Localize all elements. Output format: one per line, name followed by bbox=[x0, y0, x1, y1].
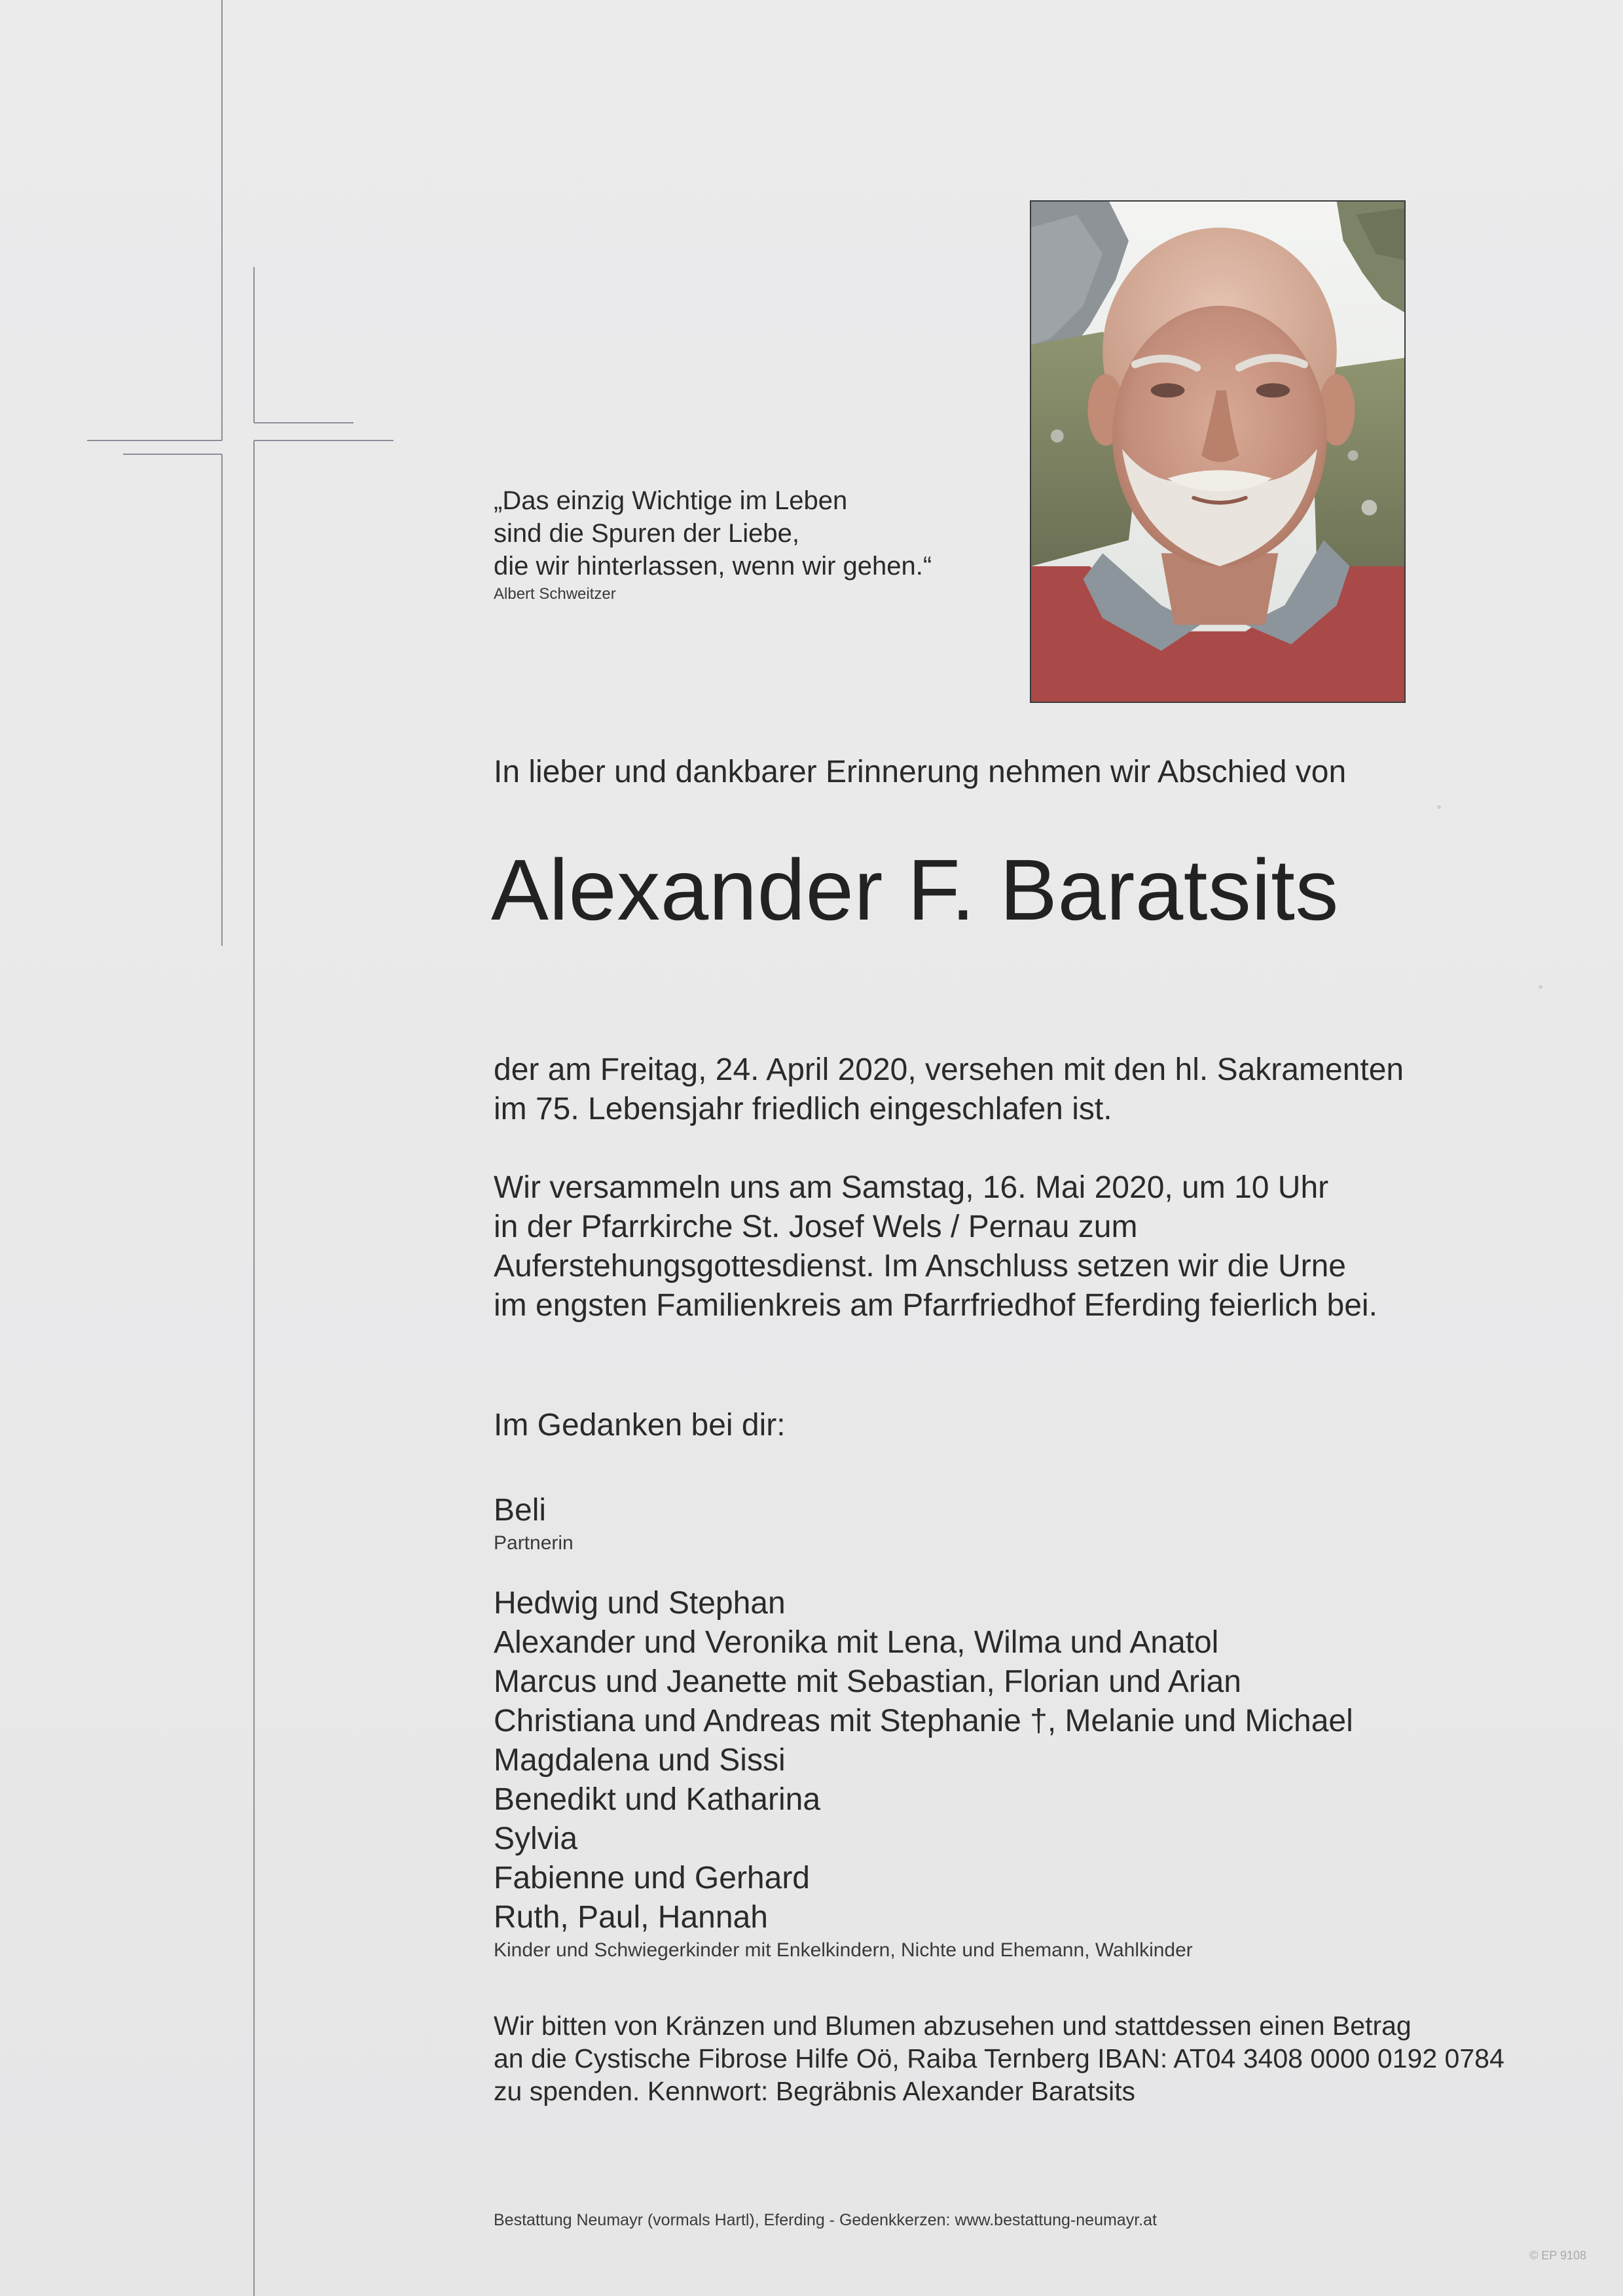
family-member: Benedikt und Katharina bbox=[494, 1782, 821, 1817]
service-line: Auferstehungsgottesdienst. Im Anschluss setzen wir die Urne bbox=[494, 1249, 1346, 1283]
service-line: Wir versammeln uns am Samstag, 16. Mai 2020, um 10 Uhr bbox=[494, 1170, 1329, 1205]
family-member: Magdalena und Sissi bbox=[494, 1743, 786, 1778]
funeral-home-footer: Bestattung Neumayr (vormals Hartl), Eferding - Gedenkkerzen: www.bestattung-neumayr.at bbox=[494, 2211, 1157, 2229]
death-notice-line: der am Freitag, 24. April 2020, versehen mit den hl. Sakramenten bbox=[494, 1052, 1404, 1087]
donation-line: zu spenden. Kennwort: Begräbnis Alexander Baratsits bbox=[494, 2076, 1136, 2106]
family-member: Alexander und Veronika mit Lena, Wilma und Anatol bbox=[494, 1625, 1219, 1660]
quote-line: die wir hinterlassen, wenn wir gehen.“ bbox=[494, 552, 932, 581]
death-notice bbox=[494, 1050, 1541, 1129]
paper-speck bbox=[1539, 985, 1542, 989]
family-member: Christiana und Andreas mit Stephanie †, Melanie und Michael bbox=[494, 1704, 1353, 1738]
donation-line: Wir bitten von Kränzen und Blumen abzusehen und stattdessen einen Betrag bbox=[494, 2011, 1412, 2041]
donation-line: an die Cystische Fibrose Hilfe Oö, Raiba Ternberg IBAN: AT04 3408 0000 0192 0784 bbox=[494, 2043, 1504, 2073]
quote-line: sind die Spuren der Liebe, bbox=[494, 519, 799, 548]
portrait-image bbox=[1031, 202, 1404, 702]
quote-author: Albert Schweitzer bbox=[494, 585, 616, 603]
mourners-heading: Im Gedanken bei dir: bbox=[494, 1408, 786, 1443]
product-code: © EP 9108 bbox=[1529, 2249, 1586, 2262]
service-line: in der Pfarrkirche St. Josef Wels / Pernau zum bbox=[494, 1210, 1138, 1244]
partner-relation: Partnerin bbox=[494, 1532, 574, 1554]
partner-name: Beli bbox=[494, 1493, 547, 1528]
family-relation: Kinder und Schwiegerkinder mit Enkelkindern, Nichte und Ehemann, Wahlkinder bbox=[494, 1939, 1193, 1961]
farewell-intro: In lieber und dankbarer Erinnerung nehmen wir Abschied von bbox=[494, 755, 1347, 789]
donation-request bbox=[494, 2009, 1541, 2108]
family-member: Sylvia bbox=[494, 1821, 578, 1856]
deceased-name: Alexander F. Baratsits bbox=[491, 842, 1339, 938]
memorial-quote bbox=[494, 484, 991, 605]
service-details bbox=[494, 1168, 1541, 1325]
family-list bbox=[494, 1584, 1541, 1964]
family-member: Hedwig und Stephan bbox=[494, 1586, 786, 1621]
portrait-photo bbox=[1030, 200, 1406, 703]
paper-speck bbox=[1437, 805, 1441, 809]
family-member: Ruth, Paul, Hannah bbox=[494, 1900, 768, 1935]
service-line: im engsten Familienkreis am Pfarrfriedhof Eferding feierlich bei. bbox=[494, 1288, 1377, 1323]
partner-entry bbox=[494, 1491, 1541, 1556]
family-member: Marcus und Jeanette mit Sebastian, Florian und Arian bbox=[494, 1664, 1241, 1699]
family-member: Fabienne und Gerhard bbox=[494, 1861, 810, 1895]
quote-line: „Das einzig Wichtige im Leben bbox=[494, 486, 848, 515]
mourners-heading-block bbox=[494, 1406, 1541, 1445]
death-notice-line: im 75. Lebensjahr friedlich eingeschlafen ist. bbox=[494, 1092, 1112, 1126]
